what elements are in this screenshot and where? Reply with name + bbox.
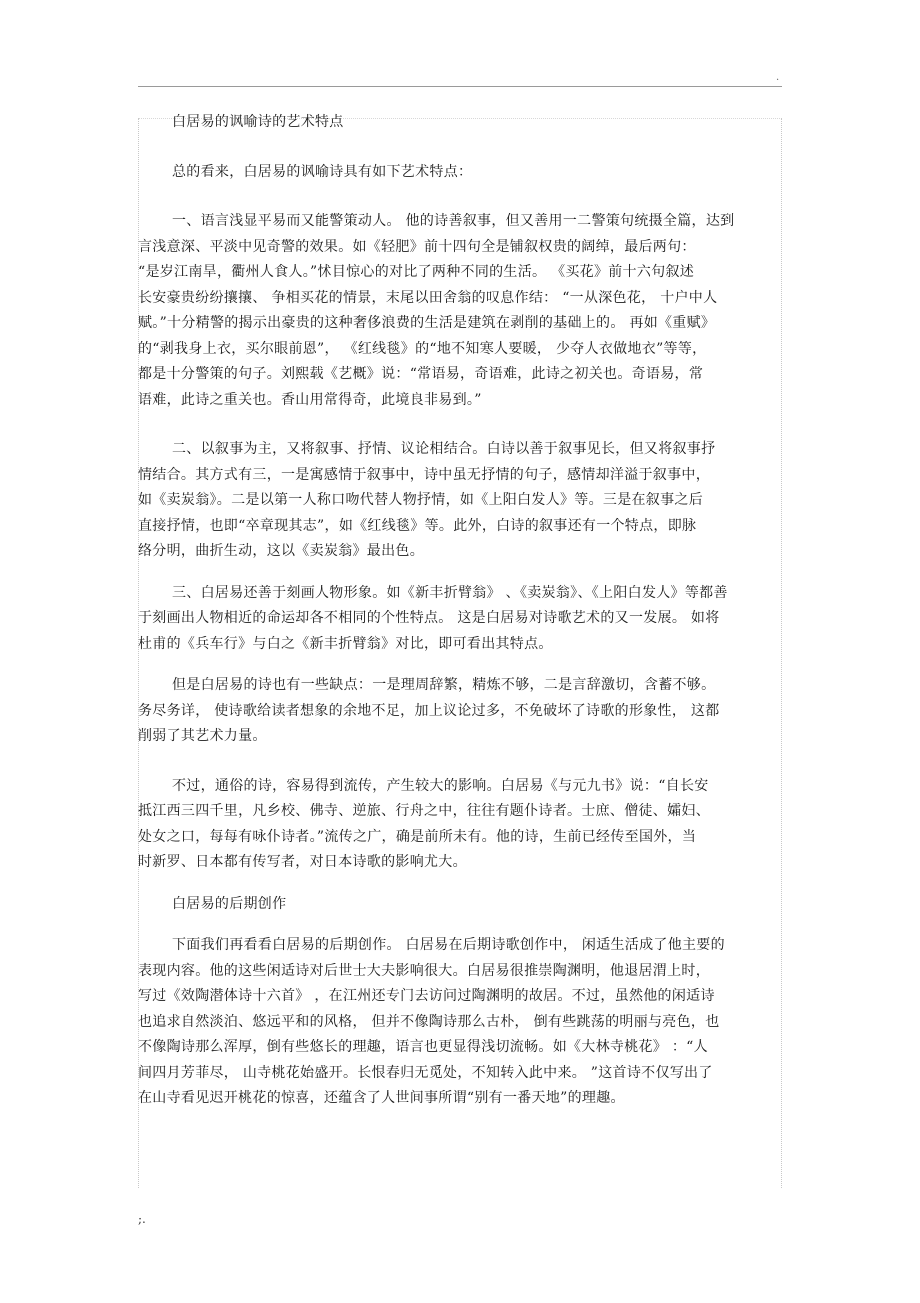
paragraph-narrative <box>138 437 778 565</box>
paragraph-line: 削弱了其艺术力量。 <box>138 728 267 744</box>
paragraph-line: 一、语言浅显平易而又能警策动人。 他的诗善叙事，但又善用一二警策句统摄全篇，达到 <box>172 213 735 229</box>
paragraph-line: 言浅意深、平淡中见奇警的效果。如《轻肥》前十四句全是铺叙权贵的阔绰，最后两句： <box>138 238 696 255</box>
paragraph-line: 间四月芳菲尽， 山寺桃花始盛开。长恨春归无觅处，不知转入此中来。 ”这首诗不仅写出了 <box>138 1064 713 1081</box>
paragraph-line: 情结合。其方式有三，一是寓感情于叙事中，诗中虽无抒情的句子，感情却洋溢于叙事中， <box>138 466 710 483</box>
paragraph-line: 赋。”十分精警的揭示出豪贵的这种奢侈浪费的生活是建筑在剥削的基础上的。 再如《重赋》 <box>138 315 716 331</box>
intro-paragraph: 总的看来，白居易的讽喻诗具有如下艺术特点： <box>172 163 473 180</box>
paragraph-line: 络分明，曲折生动，这以《卖炭翁》最出色。 <box>138 543 424 559</box>
paragraph-line: 时新罗、日本都有传写者，对日本诗歌的影响尤大。 <box>138 854 467 870</box>
section-title: 白居易的后期创作 <box>172 895 287 912</box>
paragraph-characters <box>138 581 778 658</box>
paragraph-influence <box>138 774 778 876</box>
paragraph-line: 抵江西三四千里，凡乡校、佛寺、逆旅、行舟之中，往往有题仆诗者。士庶、僧徒、孀妇、 <box>138 803 710 819</box>
paragraph-line: 都是十分警策的句子。刘熙载《艺概》说：“常语易，奇语难，此诗之初关也。奇语易，常 <box>138 366 704 382</box>
paragraph-line: 的“剥我身上衣，买尔眼前恩”， 《红线毯》的“地不知寒人要暖， 少夺人衣做地衣”等等， <box>138 340 707 357</box>
paragraph-line: 三、白居易还善于刻画人物形象。如《新丰折臂翁》 、《卖炭翁》、《上阳白发人》等都善 <box>172 584 728 601</box>
paragraph-line: 如《卖炭翁》。二是以第一人称口吻代替人物抒情，如《上阳白发人》等。三是在叙事之后 <box>138 492 703 508</box>
paragraph-line: 在山寺看见迟开桃花的惊喜，还蕴含了人世间事所谓“别有一番天地”的理趣。 <box>138 1090 625 1106</box>
document-body <box>138 110 778 1112</box>
paragraph-line: 务尽务详， 使诗歌给读者想象的余地不足，加上议论过多，不免破坏了诗歌的形象性， 这都 <box>138 702 720 719</box>
paragraph-line: 不像陶诗那么浑厚，倒有些悠长的理趣，语言也更显得浅切流畅。如《大林寺桃花》 ：“人 <box>138 1039 708 1055</box>
paragraph-line: 二、以叙事为主，又将叙事、抒情、议论相结合。白诗以善于叙事见长，但又将叙事抒 <box>172 441 716 457</box>
footer-mark: ;. <box>138 1212 146 1226</box>
frame-right-border <box>781 118 782 1188</box>
paragraph-line: 杜甫的《兵车行》与白之《新丰折臂翁》对比，即可看出其特点。 <box>138 635 553 652</box>
paragraph-line: 于刻画出人物相近的命运却各不相同的个性特点。 这是白居易对诗歌艺术的又一发展。 如将 <box>138 610 720 626</box>
paragraph-line: 下面我们再看看白居易的后期创作。 白居易在后期诗歌创作中， 闲适生活成了他主要的 <box>172 937 725 953</box>
paragraph-line: 长安豪贵纷纷攘攘、 争相买花的情景，末尾以田舍翁的叹息作结： “一从深色花， 十户中人 <box>138 289 718 306</box>
paragraph-line: 表现内容。他的这些闲适诗对后世士大夫影响很大。白居易很推崇陶渊明，他退居渭上时， <box>138 962 710 979</box>
section-title: 白居易的讽喻诗的艺术特点 <box>172 114 344 130</box>
paragraph-line: 语难，此诗之重关也。香山用常得奇，此境良非易到。” <box>138 391 482 408</box>
paragraph-line: 直接抒情，也即“卒章现其志”，如《红线毯》等。此外，白诗的叙事还有一个特点，即脉 <box>138 517 697 534</box>
paragraph-line: 也追求自然淡泊、悠远平和的风格， 但并不像陶诗那么古朴， 倒有些跳荡的明丽与亮色，也 <box>138 1013 720 1030</box>
paragraph-line: 但是白居易的诗也有一些缺点：一是理周辞繁，精炼不够，二是言辞激切，含蓄不够。 <box>172 677 716 693</box>
paragraph-language <box>138 209 778 413</box>
paragraph-line: 处女之口，每每有咏仆诗者。”流传之广，确是前所未有。他的诗，生前已经传至国外，当 <box>138 828 697 845</box>
paragraph-line: 不过，通俗的诗，容易得到流传，产生较大的影响。白居易《与元九书》说：“自长安 <box>172 777 709 794</box>
paragraph-shortcomings <box>138 673 778 750</box>
paragraph-later-works <box>138 933 778 1112</box>
header-dot: . <box>776 72 780 83</box>
paragraph-line: 写过《效陶潜体诗十六首》 ，在江州还专门去访问过陶渊明的故居。不过，虽然他的闲适诗 <box>138 988 715 1004</box>
header-rule <box>138 86 782 87</box>
paragraph-line: “是岁江南旱，衢州人食人。”怵目惊心的对比了两种不同的生活。 《买花》前十六句叙述 <box>138 264 695 280</box>
